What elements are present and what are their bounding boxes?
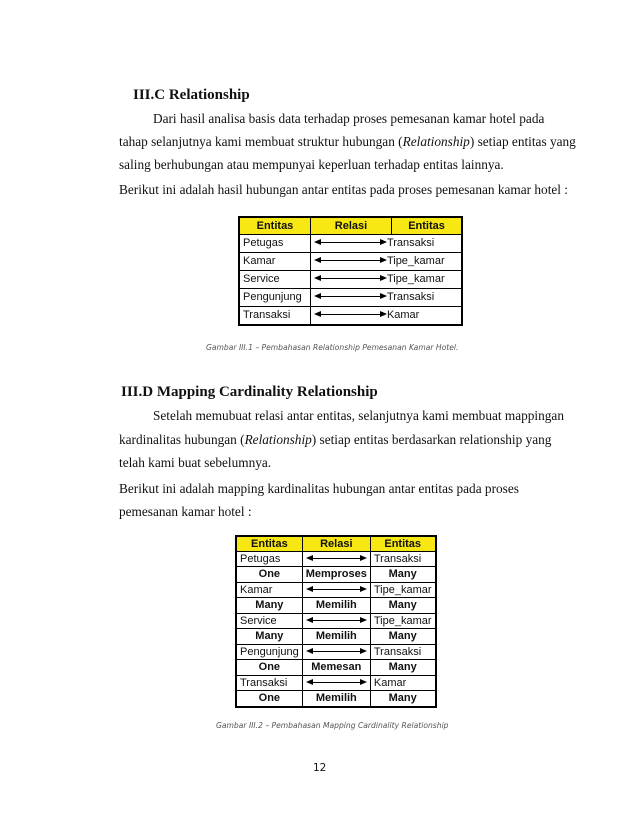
section-c-line-3: saling berhubungan atau mempunyai keperluan terhadap entitas lainnya.: [119, 157, 504, 172]
section-d-line-2-tail: ) setiap entitas berdasarkan relationship yang: [311, 432, 552, 447]
arrow-head-right-icon: [360, 648, 367, 654]
entity-right: Kamar: [370, 675, 435, 691]
entity-left: Petugas: [236, 551, 302, 567]
table-row: [239, 252, 462, 270]
figure-caption-2: Gambar III.2 – Pembahasan Mapping Cardinality Relationship: [216, 721, 449, 730]
double-arrow: [306, 682, 367, 684]
table-row: [236, 551, 436, 567]
arrow-cell: [310, 234, 462, 252]
double-arrow: [314, 242, 387, 244]
entity-left: Service: [239, 270, 310, 288]
cardinality-left: One: [236, 567, 302, 583]
relation-name: Memproses: [302, 567, 370, 583]
entity-left: Kamar: [239, 252, 310, 270]
cardinality-left: Many: [236, 629, 302, 645]
table-row: [239, 306, 462, 325]
relation-name: Memesan: [302, 660, 370, 676]
entity-right: Kamar: [386, 309, 420, 321]
section-c-line-2: [119, 134, 576, 150]
double-arrow: [314, 260, 387, 262]
table-row: [239, 234, 462, 252]
entity-right: Transaksi: [370, 644, 435, 660]
cardinality-left: One: [236, 660, 302, 676]
cardinality-row: [236, 567, 436, 583]
figure-caption-1: Gambar III.1 – Pembahasan Relationship Pemesanan Kamar Hotel.: [206, 343, 459, 352]
section-d-line-5: pemesanan kamar hotel :: [119, 504, 252, 519]
section-d-line-2: [119, 432, 551, 448]
arrow-cell: [302, 613, 370, 629]
cardinality-right: Many: [370, 629, 435, 645]
relationship-table: [238, 216, 463, 326]
table-row: [239, 288, 462, 306]
entity-right: Transaksi: [370, 551, 435, 567]
header-entitas-right: Entitas: [392, 217, 462, 234]
relationship-term: Relationship: [402, 134, 470, 149]
section-d-line-1: Setelah memubuat relasi antar entitas, selanjutnya kami membuat mappingan: [153, 408, 564, 423]
double-arrow: [314, 278, 387, 280]
entity-right: Tipe_kamar: [370, 613, 435, 629]
arrow-cell: [310, 270, 462, 288]
arrow-head-right-icon: [380, 257, 387, 263]
cardinality-left: One: [236, 691, 302, 707]
arrow-head-right-icon: [380, 275, 387, 281]
table-row: [236, 644, 436, 660]
section-c-line-4: Berikut ini adalah hasil hubungan antar entitas pada proses pemesanan kamar hotel :: [119, 182, 568, 197]
cardinality-row: [236, 691, 436, 707]
relation-name: Memilih: [302, 629, 370, 645]
cardinality-left: Many: [236, 598, 302, 614]
cardinality-right: Many: [370, 598, 435, 614]
header-relasi: Relasi: [310, 217, 391, 234]
relation-name: Memilih: [302, 691, 370, 707]
section-c-line-2-text: tahap selanjutnya kami membuat struktur hubungan (: [119, 134, 403, 149]
entity-left: Pengunjung: [236, 644, 302, 660]
section-d-heading: III.D Mapping Cardinality Relationship: [121, 384, 378, 400]
entity-left: Pengunjung: [239, 288, 310, 306]
cardinality-right: Many: [370, 567, 435, 583]
entity-right: Transaksi: [386, 291, 435, 303]
double-arrow: [306, 558, 367, 560]
entity-left: Service: [236, 613, 302, 629]
section-c-line-2-tail: ) setiap entitas yang: [469, 134, 576, 149]
mapping-cardinality-table: [235, 535, 437, 708]
header-entitas-right: Entitas: [370, 536, 435, 551]
relation-name: Memilih: [302, 598, 370, 614]
cardinality-row: [236, 629, 436, 645]
arrow-cell: [302, 675, 370, 691]
arrow-cell: [310, 306, 462, 325]
arrow-head-right-icon: [360, 617, 367, 623]
header-relasi: Relasi: [302, 536, 370, 551]
relationship-term: Relationship: [244, 432, 312, 447]
entity-right: Transaksi: [386, 237, 435, 249]
entity-right: Tipe_kamar: [386, 255, 445, 267]
table-row: [236, 582, 436, 598]
cardinality-right: Many: [370, 660, 435, 676]
entity-left: Transaksi: [236, 675, 302, 691]
table-row: [236, 675, 436, 691]
header-entitas-left: Entitas: [239, 217, 310, 234]
section-d-line-3: telah kami buat sebelumnya.: [119, 455, 272, 470]
arrow-head-right-icon: [380, 311, 387, 317]
arrow-head-right-icon: [360, 679, 367, 685]
arrow-cell: [302, 582, 370, 598]
arrow-head-right-icon: [360, 586, 367, 592]
section-d-line-4: Berikut ini adalah mapping kardinalitas hubungan antar entitas pada proses: [119, 481, 519, 496]
table-row: [236, 613, 436, 629]
double-arrow: [306, 620, 367, 622]
entity-left: Transaksi: [239, 306, 310, 325]
cardinality-row: [236, 660, 436, 676]
arrow-cell: [310, 252, 462, 270]
arrow-cell: [302, 644, 370, 660]
arrow-head-right-icon: [380, 293, 387, 299]
table-row: [239, 270, 462, 288]
arrow-head-right-icon: [360, 555, 367, 561]
page-number: 12: [313, 762, 327, 774]
double-arrow: [306, 651, 367, 653]
section-d-line-2-text: kardinalitas hubungan (: [119, 432, 245, 447]
section-c-line-1: Dari hasil analisa basis data terhadap proses pemesanan kamar hotel pada: [153, 111, 545, 126]
arrow-cell: [302, 551, 370, 567]
cardinality-right: Many: [370, 691, 435, 707]
double-arrow: [314, 314, 387, 316]
entity-left: Petugas: [239, 234, 310, 252]
header-entitas-left: Entitas: [236, 536, 302, 551]
entity-right: Tipe_kamar: [386, 273, 445, 285]
double-arrow: [314, 296, 387, 298]
arrow-cell: [310, 288, 462, 306]
cardinality-row: [236, 598, 436, 614]
entity-right: Tipe_kamar: [370, 582, 435, 598]
section-c-heading: III.C Relationship: [133, 87, 250, 103]
entity-left: Kamar: [236, 582, 302, 598]
double-arrow: [306, 589, 367, 591]
arrow-head-right-icon: [380, 239, 387, 245]
